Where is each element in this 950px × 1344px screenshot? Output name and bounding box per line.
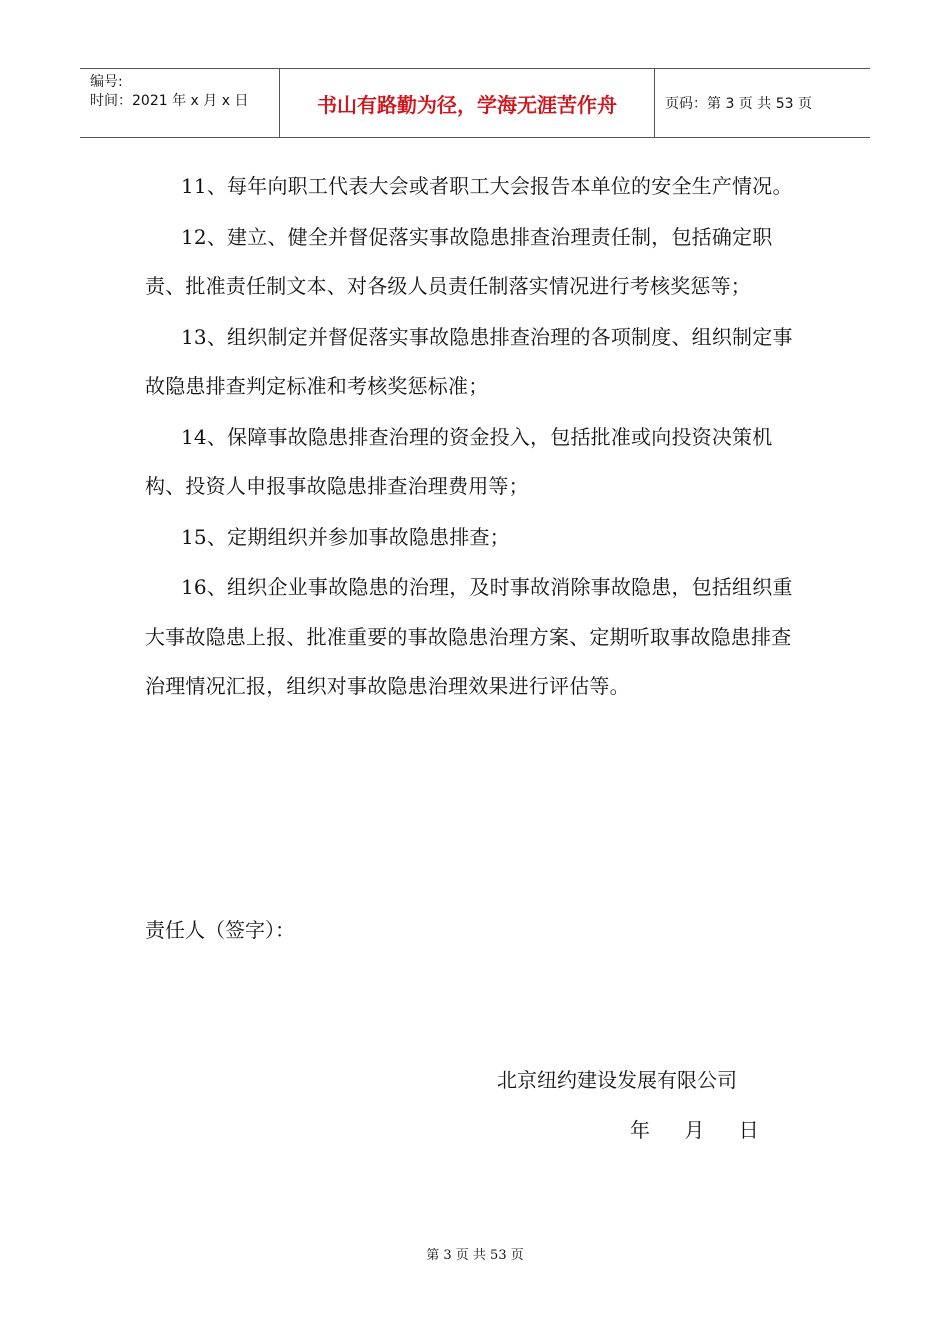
date-line: 年 月 日 (630, 1118, 759, 1142)
paragraph-11: 11、每年向职工代表大会或者职工大会报告本单位的安全生产情况。 (181, 174, 793, 198)
header-motto: 书山有路勤为径，学海无涯苦作舟 (280, 69, 655, 137)
paragraph-12: 12、建立、健全并督促落实事故隐患排查治理责任制，包括确定职责、批准责任制文本、对各级人员责任制落实情况进行考核奖惩等； (145, 224, 773, 298)
document-time-label: 时间：2021 年 x 月 x 日 (90, 93, 249, 109)
paragraph-15: 15、定期组织并参加事故隐患排查； (181, 524, 510, 549)
paragraph-13: 13、组织制定并督促落实事故隐患排查治理的各项制度、组织制定事故隐患排查判定标准和考核奖惩标准； (145, 324, 793, 398)
signature-label: 责任人（签字）： (145, 918, 295, 942)
page-footer: 第 3 页 共 53 页 (426, 1248, 524, 1263)
paragraph-14: 14、保障事故隐患排查治理的资金投入，包括批准或向投资决策机构、投资人申报事故隐患排查治理费用等； (145, 424, 773, 498)
company-name: 北京纽约建设发展有限公司 (497, 1068, 737, 1092)
document-number-label: 编号: (90, 74, 123, 90)
paragraph-16: 16、组织企业事故隐患的治理，及时事故消除事故隐患，包括组织重大事故隐患上报、批准重要的事故隐患治理方案、定期听取事故隐患排查治理情况汇报，组织对事故隐患治理效果进行评估等。 (145, 575, 793, 698)
page-header (80, 68, 870, 138)
header-left-cell (80, 69, 280, 137)
document-body (145, 162, 805, 713)
header-page-info: 页码：第 3 页 共 53 页 (665, 96, 812, 112)
